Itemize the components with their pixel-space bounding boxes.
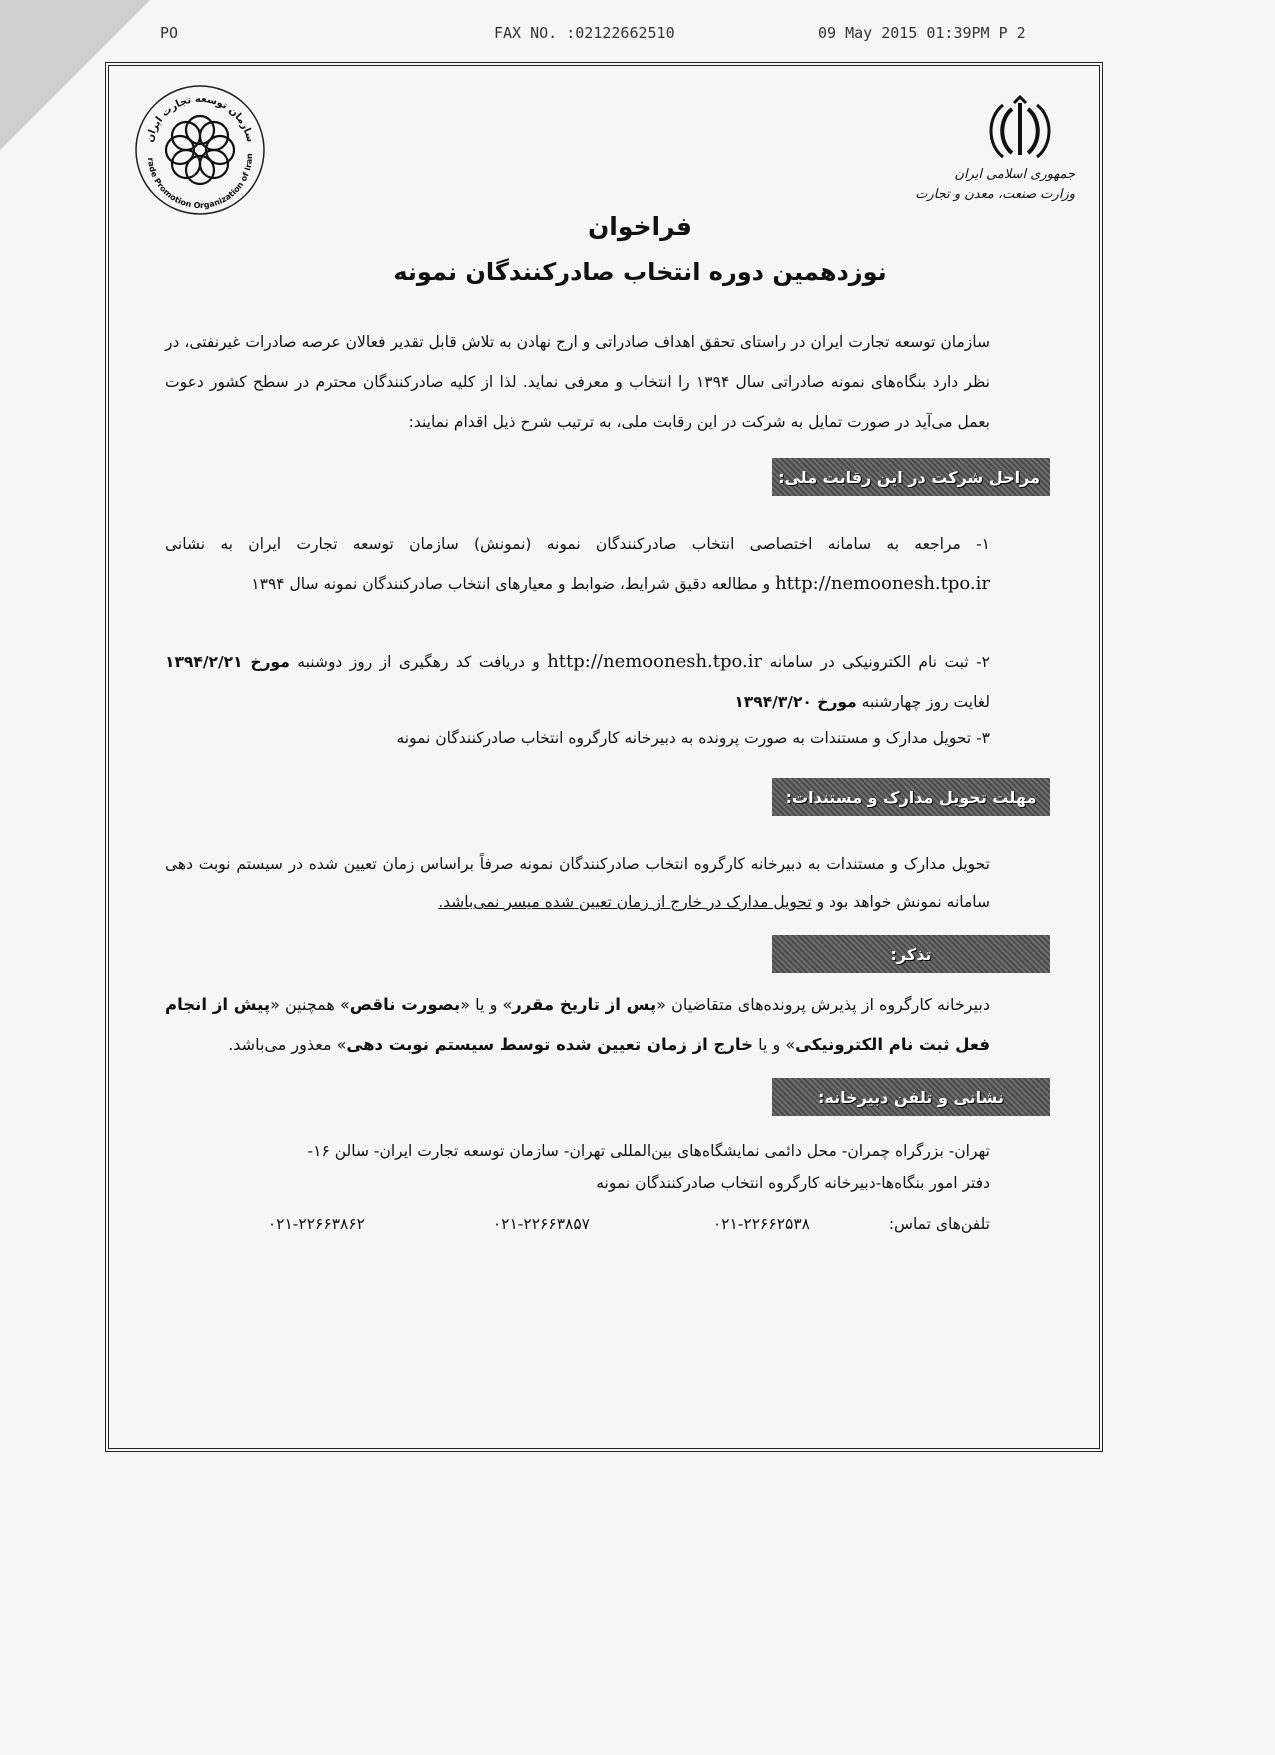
iran-emblem [915, 95, 1075, 225]
section-header-note: تذکر: [772, 935, 1050, 973]
page-subtitle: نوزدهمین دوره انتخاب صادرکنندگان نمونه [393, 258, 887, 286]
step-2-text-b: و دریافت کد رهگیری از روز دوشنبه [297, 653, 540, 671]
fax-corner-text: PO [160, 24, 179, 42]
tpo-logo [130, 80, 270, 220]
fax-date: 09 May 2015 01:39PM P 2 [818, 24, 1026, 42]
note-paragraph [165, 985, 990, 1065]
emblem-country: جمهوری اسلامی ایران [954, 167, 1075, 182]
note-bold-1: پس از تاریخ مقرر [512, 995, 657, 1014]
step-2-end-date: مورخ ۱۳۹۴/۳/۲۰ [734, 693, 857, 711]
step-2-url[interactable]: http://nemoonesh.tpo.ir [547, 651, 763, 672]
fax-number: FAX NO. :02122662510 [494, 24, 675, 42]
emblem-icon [985, 95, 1055, 165]
tpo-logo-icon [130, 80, 270, 220]
section-header-deadline: مهلت تحویل مدارک و مستندات: [772, 778, 1050, 816]
step-2-text-a: ۲- ثبت نام الکترونیکی در سامانه [769, 653, 990, 671]
emblem-ministry: وزارت صنعت، معدن و تجارت [915, 187, 1075, 202]
step-2-start-date: مورخ ۱۳۹۴/۲/۲۱ [165, 653, 290, 671]
note-bold-3: پیش از انجام فعل ثبت نام الکترونیکی [165, 995, 990, 1054]
tpo-logo-text-en: rade Promotion Organization of Iran [145, 153, 255, 211]
phone-number-1: ۰۲۱-۲۲۶۶۲۵۳۸ [712, 1215, 810, 1233]
note-text-c: » و یا « [460, 995, 513, 1014]
deadline-underlined-text: تحویل مدارک در خارج از زمان تعیین شده میسر نمی‌باشد. [438, 893, 812, 911]
note-bold-2: بصورت ناقص [349, 995, 461, 1014]
step-1-url[interactable]: http://nemoonesh.tpo.ir [775, 573, 990, 594]
note-text-f: » معذور می‌باشد. [228, 1035, 347, 1054]
step-1 [165, 524, 990, 604]
step-1-text-a: ۱- مراجعه به سامانه اختصاصی انتخاب صادرکنندگان نمونه (نمونش) سازمان توسعه تجارت ایران به نشانی [165, 535, 990, 553]
deadline-paragraph [165, 845, 990, 921]
section-header-steps: مراحل شرکت در این رقابت ملی: [772, 458, 1050, 496]
fax-header [160, 24, 1160, 46]
note-text-a: دبیرخانه کارگروه از پذیرش پرونده‌های متقاضیان « [656, 995, 991, 1014]
phone-numbers [250, 1215, 990, 1241]
step-1-text-b: و مطالعه دقیق شرایط، ضوابط و معیارهای انتخاب صادرکنندگان نمونه سال ۱۳۹۴ [251, 575, 771, 593]
section-header-address: نشانی و تلفن دبیرخانه: [772, 1078, 1050, 1116]
step-3: ۳- تحویل مدارک و مستندات به صورت پرونده به دبیرخانه کارگروه انتخاب صادرکنندگان نمونه [396, 729, 990, 747]
intro-paragraph: سازمان توسعه تجارت ایران در راستای تحقق اهداف صادراتی و ارج نهادن به تلاش قابل تقدیر فعالان عرصه صادرات غیرنفتی، در نظر دارد بنگاه‌های نمونه صادراتی سال ۱۳۹۴ را انتخاب و معرفی نماید. لذا از کلیه صادرکنندگان محترم در سطح کشور دعوت بعمل می‌آید در صورت تمایل به شرکت در این رقابت ملی، به ترتیب شرح ذیل اقدام نمایند: [165, 333, 990, 431]
note-text-d: » همچنین « [270, 995, 350, 1014]
step-2-text-c: لغایت روز چهارشنبه [861, 693, 990, 711]
note-text-e: » و یا [758, 1035, 796, 1054]
deadline-text: تحویل مدارک و مستندات به دبیرخانه کارگروه انتخاب صادرکنندگان نمونه صرفاً براساس زمان تعیین شده در سیستم نوبت دهی سامانه نمونش خواهد بود و [165, 855, 990, 911]
phone-number-2: ۰۲۱-۲۲۶۶۳۸۵۷ [492, 1215, 590, 1233]
step-2 [165, 642, 990, 722]
phone-number-3: ۰۲۱-۲۲۶۶۳۸۶۲ [267, 1215, 365, 1233]
phones-label: تلفن‌های تماس: [888, 1215, 990, 1233]
page-title: فراخوان [587, 212, 693, 241]
tpo-logo-text-fa: سازمان توسعه تجارت ایران [144, 93, 256, 144]
address-paragraph [165, 1135, 990, 1199]
address-line-2: دفتر امور بنگاه‌ها-دبیرخانه کارگروه انتخاب صادرکنندگان نمونه [596, 1174, 990, 1192]
address-line-1: تهران- بزرگراه چمران- محل دائمی نمایشگاه‌های بین‌المللی تهران- سازمان توسعه تجارت ایران- سالن ۱۶- [307, 1142, 990, 1160]
note-bold-4: خارج از زمان تعیین شده توسط سیستم نوبت دهی [346, 1035, 753, 1054]
